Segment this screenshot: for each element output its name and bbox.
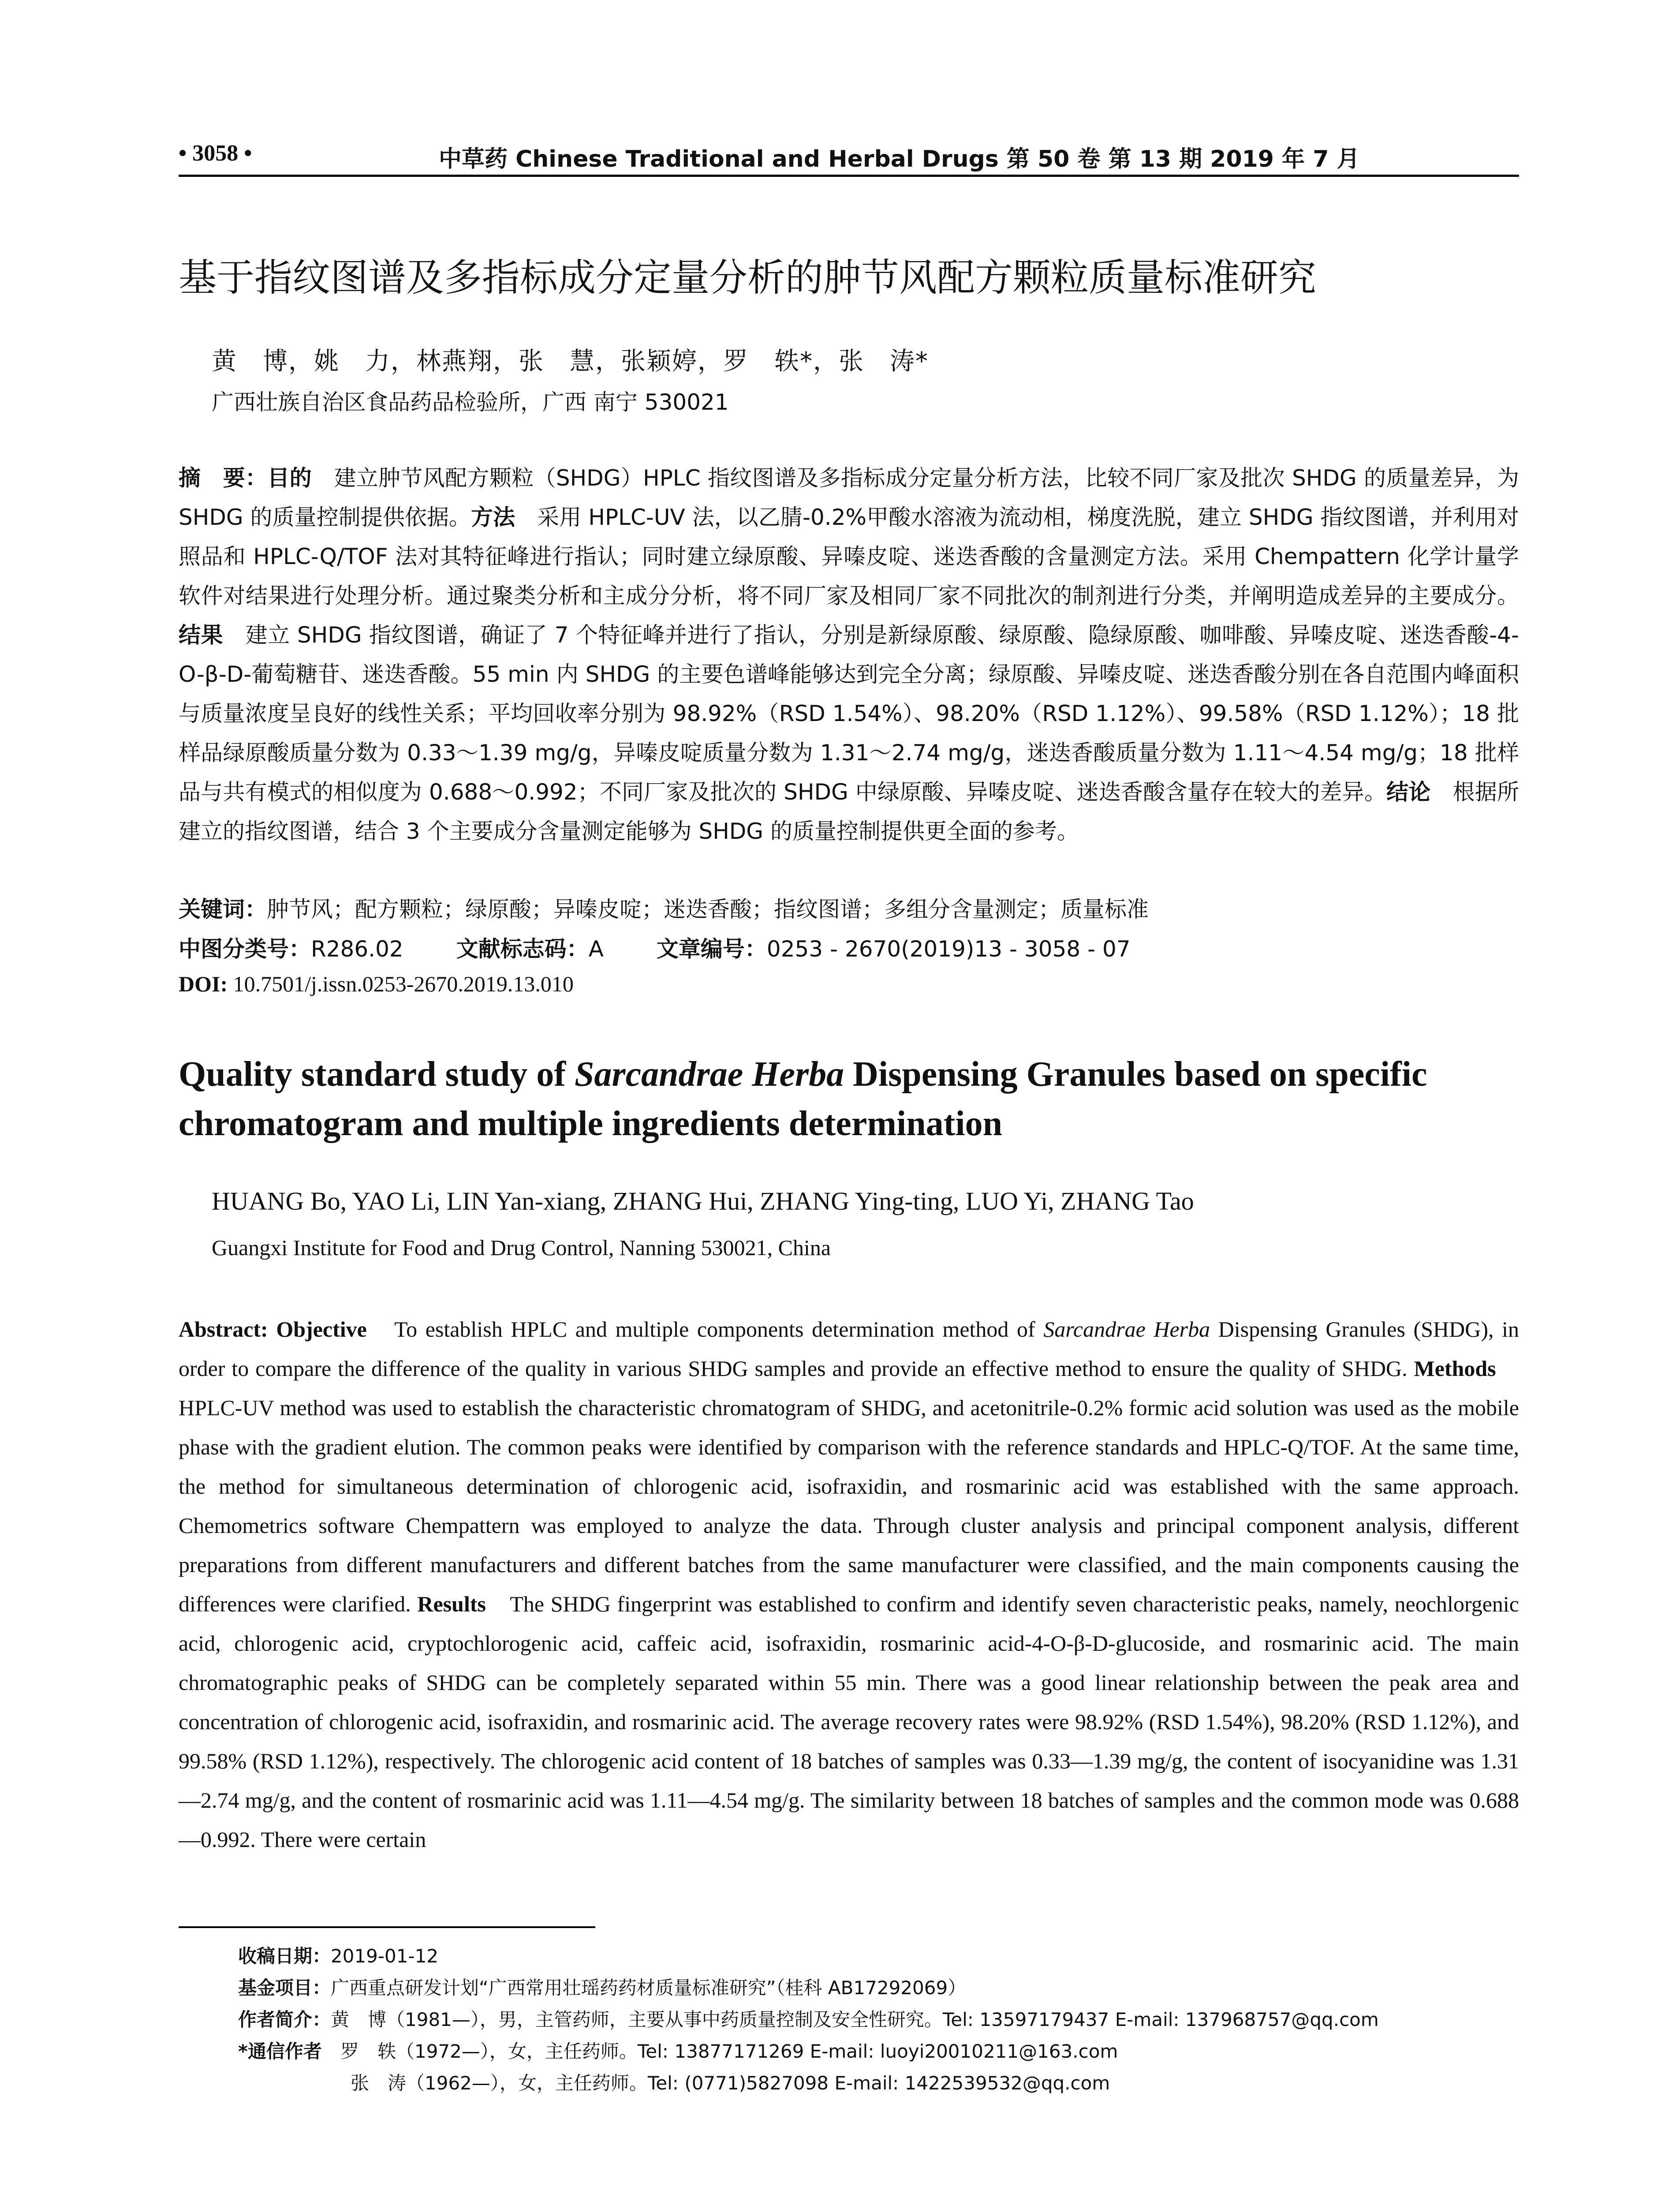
running-header [179,140,1519,176]
doi-line [179,971,574,997]
results-label: 结果 [179,622,224,648]
doi-value: 10.7501/j.issn.0253-2670.2019.13.010 [228,972,574,996]
footnote-bio: 作者简介：黄 博（1981—），男，主管药师，主要从事中药质量控制及安全性研究。Tel: 13597179437 E-mail: 137968757@qq.com [238,2009,1379,2030]
en-methods-label: Methods [1414,1356,1496,1381]
en-objective-label: Objective [268,1317,367,1342]
english-abstract: Abstract: Objective To establish HPLC and multiple components determination method of Sarcandrae Herba Dispensing Granules (SHDG), in order to compare the difference of the quality in various SHDG samples and provide an effective method to ensure the quality of SHDG. Methods HPLC-UV method was used to establish the characteristic chromatogram of SHDG, and acetonitrile-0.2% formic acid solution was used as the mobile phase with the gradient elution. The common peaks were identified by comparison with the reference standards and HPLC-Q/TOF. At the same time, the method for simultaneous determination of chlorogenic acid, isofraxidin, and rosmarinic acid was established with the same approach. Chemometrics software Chempattern was employed to analyze the data. Through cluster analysis and principal component analysis, different preparations from different manufacturers and different batches from the same manufacturer were classified, and the main components causing the differences were clarified. Results The SHDG fingerprint was established to confirm and identify seven characteristic peaks, namely, neochlorgenic acid, chlorogenic acid, cryptochlorogenic acid, caffeic acid, isofraxidin, rosmarinic acid-4-O-β-D-glucoside, and rosmarinic acid. The main chromatographic peaks of SHDG can be completely separated within 55 min. There was a good linear relationship between the peak area and concentration of chlorogenic acid, isofraxidin, and rosmarinic acid. The average recovery rates were 98.92% (RSD 1.54%), 98.20% (RSD 1.12%), and 99.58% (RSD 1.12%), respectively. The chlorogenic acid content of 18 batches of samples was 0.33—1.39 mg/g, the content of isocyanidine was 1.31—2.74 mg/g, and the content of rosmarinic acid was 1.11—4.54 mg/g. The similarity between 18 batches of samples and the common mode was 0.688—0.992. There were certain [179,1317,1519,1852]
methods-text: 采用 HPLC-UV 法，以乙腈-0.2%甲酸水溶液为流动相，梯度洗脱，建立 SHDG 指纹图谱，并利用对照品和 HPLC-Q/TOF 法对其特征峰进行指认；同时建立绿原酸、异嗪皮啶、迷迭香酸的含量测定方法。采用 Chempattern 化学计量学软件对结果进行处理分析。通过聚类分析和主成分分析，将不同厂家及相同厂家不同批次的制剂进行分类，并阐明造成差异的主要成分。 [179,505,1519,609]
clc-label: 中图分类号： [179,936,311,962]
results-text: 建立 SHDG 指纹图谱，确证了 7 个特征峰并进行了指认，分别是新绿原酸、绿原酸、隐绿原酸、咖啡酸、异嗪皮啶、迷迭香酸-4-O-β-D-葡萄糖苷、迷迭香酸。55 min 内 SHDG 的主要色谱峰能够达到完全分离；绿原酸、异嗪皮啶、迷迭香酸分别在各自范围内峰面积与质量浓度呈良好的线性关系；平均回收率分别为 98.92%（RSD 1.54%）、98.20%（RSD 1.12%）、99.58%（RSD 1.12%）；18 批样品绿原酸质量分数为 0.33～1.39 mg/g，异嗪皮啶质量分数为 1.31～2.74 mg/g，迷迭香酸质量分数为 1.11～4.54 mg/g；18 批样品与共有模式的相似度为 0.688～0.992；不同厂家及批次的 SHDG 中绿原酸、异嗪皮啶、迷迭香酸含量存在较大的差异。 [179,622,1519,805]
chinese-title: 基于指纹图谱及多指标成分定量分析的肿节风配方颗粒质量标准研究 [179,256,1316,300]
chinese-abstract [179,459,1519,851]
en-abstract-label: Abstract: [179,1317,268,1342]
article-no-label: 文章编号： [656,936,767,962]
doc-code-label: 文献标志码： [456,936,589,962]
article-no-value: 0253 - 2670(2019)13 - 3058 - 07 [766,936,1131,962]
footnote-corresponding-2: 张 涛（1962—），女，主任药师。Tel: (0771)5827098 E-mail: 1422539532@qq.com [351,2072,1110,2094]
methods-label: 方法 [471,505,515,530]
english-authors: HUANG Bo, YAO Li, LIN Yan-xiang, ZHANG Hui, ZHANG Ying-ting, LUO Yi, ZHANG Tao [212,1187,1194,1215]
footnote-received: 收稿日期：2019-01-12 [238,1945,439,1967]
en-results-label: Results [417,1592,486,1616]
doc-code-value: A [588,936,604,962]
english-title-italic: Sarcandrae Herba [574,1055,844,1094]
classification-line [179,931,1131,963]
footnote-fund: 基金项目：广西重点研发计划“广西常用壮瑶药药材质量标准研究”（桂科 AB17292069） [238,1977,967,1999]
clc-value: R286.02 [311,936,403,962]
chinese-authors: 黄 博，姚 力，林燕翔，张 慧，张颖婷，罗 轶*，张 涛* [212,347,929,376]
keywords-label: 关键词： [179,897,267,922]
header-rule [179,175,1519,177]
keywords [179,892,1149,923]
footnote-rule [179,1926,595,1928]
objective-text: 建立肿节风配方颗粒（SHDG）HPLC 指纹图谱及多指标成分定量分析方法，比较不同厂家及批次 SHDG 的质量差异，为 SHDG 的质量控制提供依据。 [179,465,1519,530]
english-title: Quality standard study of Sarcandrae Herba Dispensing Granules based on specific chromatogram and multiple ingredients determination [179,1055,1427,1143]
journal-info: 中草药 Chinese Traditional and Herbal Drugs 第 50 卷 第 13 期 2019 年 7 月 [439,146,1360,172]
footnotes [238,1940,1517,2099]
doi-label: DOI: [179,972,228,996]
english-affiliation: Guangxi Institute for Food and Drug Control, Nanning 530021, China [212,1235,831,1260]
chinese-affiliation: 广西壮族自治区食品药品检验所，广西 南宁 530021 [212,389,729,415]
footnote-corresponding: *通信作者 罗 轶（1972—），女，主任药师。Tel: 13877171269 E-mail: luoyi20010211@163.com [238,2041,1118,2062]
abstract-label: 摘 要： [179,465,268,491]
keywords-text: 肿节风；配方颗粒；绿原酸；异嗪皮啶；迷迭香酸；指纹图谱；多组分含量测定；质量标准 [267,897,1149,922]
conclusion-text: 根据所建立的指纹图谱，结合 3 个主要成分含量测定能够为 SHDG 的质量控制提供更全面的参考。 [179,779,1519,844]
objective-label: 目的 [267,465,312,491]
page-number: • 3058 • [179,141,252,166]
conclusion-label: 结论 [1386,779,1431,805]
